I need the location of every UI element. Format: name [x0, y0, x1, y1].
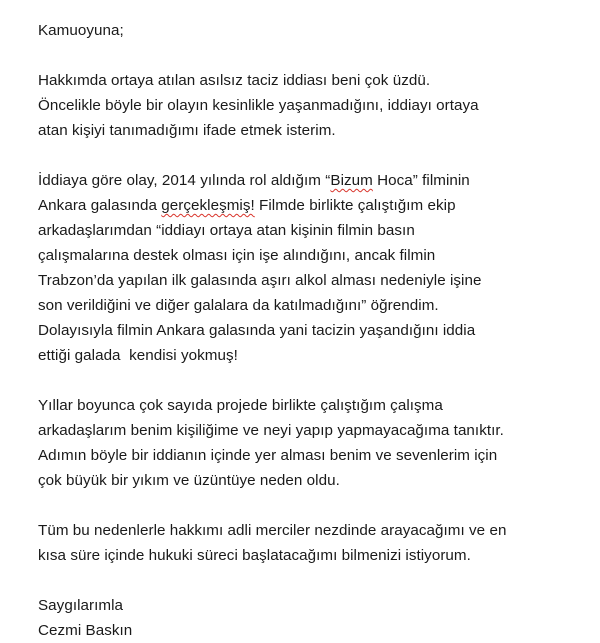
paragraph-2-line-1-start: İddiaya göre olay, 2014 yılında rol aldığım “ [38, 172, 331, 189]
paragraph-2 [38, 168, 594, 368]
paragraph-3 [38, 393, 594, 493]
closing: Saygılarımla [38, 597, 124, 614]
paragraph-4 [38, 518, 594, 568]
statement-letter [38, 18, 594, 643]
spellcheck-flagged-word: gerçekleşmiş! [161, 197, 255, 214]
paragraph-1 [38, 68, 594, 143]
paragraph-2-line-4: çalışmalarına destek olması için işe alındığını, ancak filmin [38, 247, 436, 264]
paragraph-1-line-2: Öncelikle böyle bir olayın kesinlikle yaşanmadığını, iddiayı ortaya [38, 97, 479, 114]
paragraph-2-line-6: son verildiğini ve diğer galalara da katılmadığını” öğrendim. [38, 297, 439, 314]
paragraph-4-line-1: Tüm bu nedenlerle hakkımı adli merciler nezdinde arayacağımı ve en [38, 522, 507, 539]
paragraph-gap [38, 368, 594, 393]
paragraph-3-line-4: çok büyük bir yıkım ve üzüntüye neden oldu. [38, 472, 340, 489]
paragraph-gap [38, 493, 594, 518]
spellcheck-flagged-word: Bizum [330, 172, 373, 189]
paragraph-2-line-3: arkadaşlarımdan “iddiayı ortaya atan kişinin filmin basın [38, 222, 415, 239]
paragraph-2-line-1 [38, 168, 594, 193]
paragraph-2-line-1-end: Hoca” filminin [372, 172, 470, 189]
paragraph-1-line-1: Hakkımda ortaya atılan asılsız taciz iddiası beni çok üzdü. [38, 72, 431, 89]
paragraph-3-line-1: Yıllar boyunca çok sayıda projede birlikte çalıştığım çalışma [38, 397, 443, 414]
greeting: Kamuoyuna; [38, 22, 124, 39]
paragraph-gap [38, 43, 594, 68]
paragraph-1-line-3: atan kişiyi tanımadığımı ifade etmek isterim. [38, 122, 336, 139]
signature-name: Cezmi Baskın [38, 622, 133, 639]
paragraph-2-line-2-start: Ankara galasında [38, 197, 162, 214]
paragraph-3-line-3: Adımın böyle bir iddianın içinde yer alması benim ve sevenlerim için [38, 447, 498, 464]
paragraph-2-line-2 [38, 193, 594, 218]
paragraph-2-line-7: Dolayısıyla filmin Ankara galasında yani tacizin yaşandığını iddia [38, 322, 476, 339]
paragraph-2-line-8: ettiği galada kendisi yokmuş! [38, 347, 238, 364]
paragraph-2-line-2-end: Filmde birlikte çalıştığım ekip [254, 197, 456, 214]
paragraph-3-line-2: arkadaşlarım benim kişiliğime ve neyi yapıp yapmayacağıma tanıktır. [38, 422, 504, 439]
paragraph-4-line-2: kısa süre içinde hukuki süreci başlatacağımı bilmenizi istiyorum. [38, 547, 471, 564]
paragraph-gap [38, 143, 594, 168]
paragraph-2-line-5: Trabzon’da yapılan ilk galasında aşırı alkol alması nedeniyle işine [38, 272, 482, 289]
paragraph-gap [38, 568, 594, 593]
